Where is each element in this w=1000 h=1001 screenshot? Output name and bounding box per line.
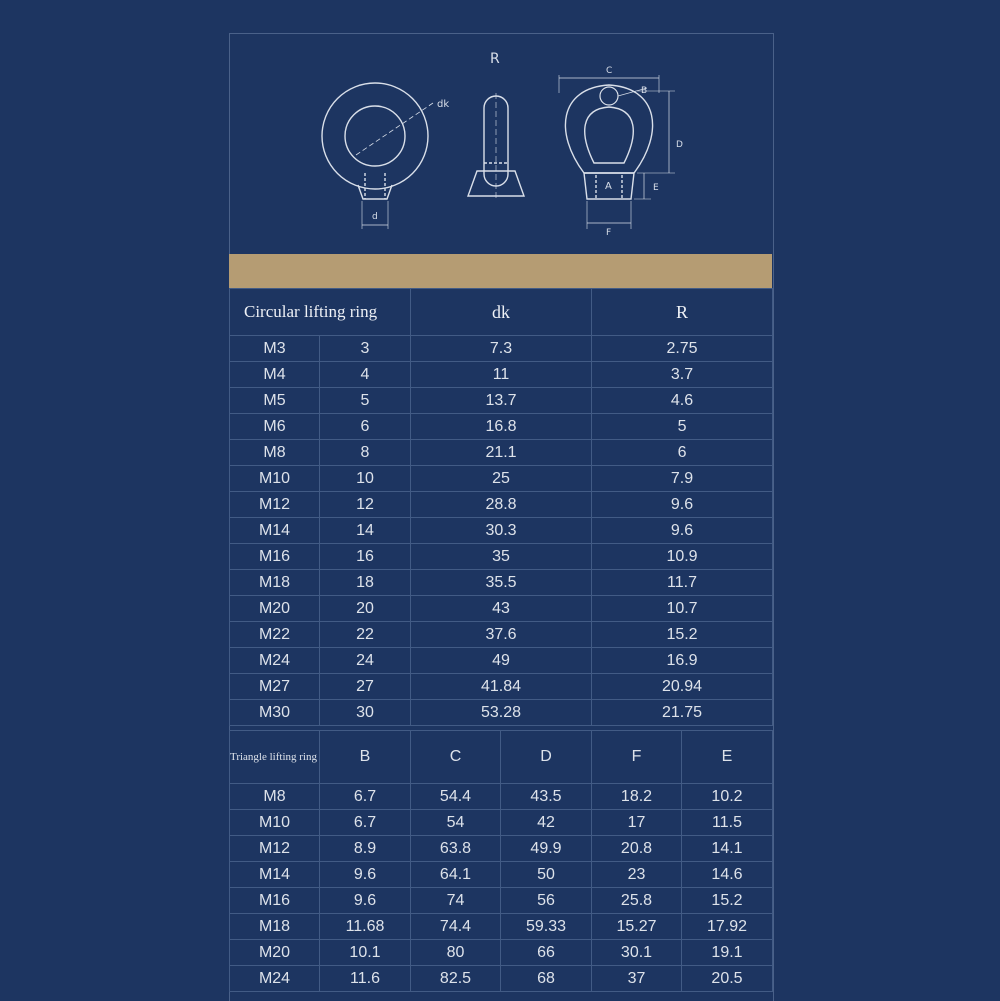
table-row	[230, 362, 773, 388]
table-row	[230, 388, 773, 414]
r-cell: 20.94	[592, 674, 773, 700]
f-cell: 15.27	[592, 914, 682, 940]
e-cell: 17.92	[682, 914, 773, 940]
label-b: B	[641, 86, 648, 96]
table-row	[230, 570, 773, 596]
b-cell: 6.7	[320, 784, 411, 810]
size-cell: M5	[230, 388, 320, 414]
d-cell: 56	[501, 888, 592, 914]
e-cell: 14.6	[682, 862, 773, 888]
dk-cell: 16.8	[411, 414, 592, 440]
label-c: C	[606, 66, 613, 76]
size-cell: M14	[230, 518, 320, 544]
d-cell: 50	[501, 862, 592, 888]
b-cell: 11.6	[320, 966, 411, 992]
size-cell: M20	[230, 940, 320, 966]
table-row	[230, 836, 773, 862]
dk-cell: 41.84	[411, 674, 592, 700]
table-row	[230, 966, 773, 992]
dk-cell: 11	[411, 362, 592, 388]
size-cell: M24	[230, 648, 320, 674]
size-cell: M24	[230, 966, 320, 992]
dk-cell: 21.1	[411, 440, 592, 466]
thread-cell: 4	[320, 362, 411, 388]
label-f: F	[606, 228, 612, 238]
table-row	[230, 888, 773, 914]
table-row	[230, 784, 773, 810]
f-cell: 20.8	[592, 836, 682, 862]
e-cell: 11.5	[682, 810, 773, 836]
size-cell: M22	[230, 622, 320, 648]
circular-ring-side-drawing	[468, 93, 524, 199]
r-cell: 5	[592, 414, 773, 440]
size-cell: M14	[230, 862, 320, 888]
thread-cell: 3	[320, 336, 411, 362]
r-cell: 15.2	[592, 622, 773, 648]
header-circular-lifting-ring: Circular lifting ring	[230, 289, 411, 336]
dk-cell: 43	[411, 596, 592, 622]
circular-table-header	[230, 289, 773, 336]
r-cell: 10.9	[592, 544, 773, 570]
thread-cell: 24	[320, 648, 411, 674]
thread-cell: 30	[320, 700, 411, 726]
triangle-ring-table	[229, 730, 773, 992]
r-cell: 9.6	[592, 492, 773, 518]
e-cell: 19.1	[682, 940, 773, 966]
label-e: E	[653, 183, 659, 193]
e-cell: 15.2	[682, 888, 773, 914]
label-a: A	[605, 181, 612, 192]
header-dk: dk	[411, 289, 592, 336]
circular-ring-table	[229, 288, 773, 726]
r-cell: 16.9	[592, 648, 773, 674]
table-row	[230, 336, 773, 362]
dk-cell: 35.5	[411, 570, 592, 596]
table-row	[230, 622, 773, 648]
label-d: d	[372, 212, 378, 222]
lifting-ring-diagram	[229, 33, 772, 251]
size-cell: M8	[230, 784, 320, 810]
e-cell: 10.2	[682, 784, 773, 810]
c-cell: 54	[411, 810, 501, 836]
thread-cell: 14	[320, 518, 411, 544]
table-row	[230, 544, 773, 570]
circular-ring-front-drawing	[322, 83, 433, 229]
c-cell: 74.4	[411, 914, 501, 940]
header-c: C	[411, 731, 501, 784]
r-cell: 7.9	[592, 466, 773, 492]
thread-cell: 20	[320, 596, 411, 622]
thread-cell: 22	[320, 622, 411, 648]
r-cell: 4.6	[592, 388, 773, 414]
e-cell: 20.5	[682, 966, 773, 992]
size-cell: M16	[230, 544, 320, 570]
label-d-height: D	[676, 140, 683, 150]
size-cell: M6	[230, 414, 320, 440]
thread-cell: 8	[320, 440, 411, 466]
table-row	[230, 914, 773, 940]
table-row	[230, 700, 773, 726]
size-cell: M8	[230, 440, 320, 466]
r-cell: 2.75	[592, 336, 773, 362]
table-row	[230, 862, 773, 888]
size-cell: M3	[230, 336, 320, 362]
c-cell: 82.5	[411, 966, 501, 992]
f-cell: 23	[592, 862, 682, 888]
b-cell: 9.6	[320, 862, 411, 888]
d-cell: 68	[501, 966, 592, 992]
d-cell: 49.9	[501, 836, 592, 862]
size-cell: M12	[230, 492, 320, 518]
triangle-table-header	[230, 731, 773, 784]
dk-cell: 53.28	[411, 700, 592, 726]
dk-cell: 13.7	[411, 388, 592, 414]
label-r: R	[490, 51, 500, 67]
size-cell: M27	[230, 674, 320, 700]
f-cell: 18.2	[592, 784, 682, 810]
header-r: R	[592, 289, 773, 336]
c-cell: 64.1	[411, 862, 501, 888]
b-cell: 11.68	[320, 914, 411, 940]
r-cell: 9.6	[592, 518, 773, 544]
size-cell: M18	[230, 570, 320, 596]
size-cell: M18	[230, 914, 320, 940]
d-cell: 59.33	[501, 914, 592, 940]
f-cell: 30.1	[592, 940, 682, 966]
header-b: B	[320, 731, 411, 784]
dk-cell: 35	[411, 544, 592, 570]
dk-cell: 37.6	[411, 622, 592, 648]
table-row	[230, 648, 773, 674]
c-cell: 80	[411, 940, 501, 966]
dk-cell: 28.8	[411, 492, 592, 518]
size-cell: M20	[230, 596, 320, 622]
thread-cell: 6	[320, 414, 411, 440]
thread-cell: 10	[320, 466, 411, 492]
header-f: F	[592, 731, 682, 784]
dk-cell: 30.3	[411, 518, 592, 544]
size-cell: M10	[230, 810, 320, 836]
e-cell: 14.1	[682, 836, 773, 862]
table-row	[230, 466, 773, 492]
b-cell: 10.1	[320, 940, 411, 966]
size-cell: M10	[230, 466, 320, 492]
dk-cell: 25	[411, 466, 592, 492]
size-cell: M16	[230, 888, 320, 914]
triangle-ring-drawing	[559, 75, 675, 229]
d-cell: 43.5	[501, 784, 592, 810]
table-row	[230, 674, 773, 700]
r-cell: 3.7	[592, 362, 773, 388]
r-cell: 6	[592, 440, 773, 466]
dk-cell: 7.3	[411, 336, 592, 362]
thread-cell: 18	[320, 570, 411, 596]
f-cell: 17	[592, 810, 682, 836]
c-cell: 63.8	[411, 836, 501, 862]
b-cell: 8.9	[320, 836, 411, 862]
size-cell: M4	[230, 362, 320, 388]
f-cell: 37	[592, 966, 682, 992]
label-dk: dk	[437, 99, 450, 110]
section-divider-bar	[229, 254, 772, 288]
table-row	[230, 596, 773, 622]
header-d: D	[501, 731, 592, 784]
r-cell: 11.7	[592, 570, 773, 596]
table-row	[230, 440, 773, 466]
table-row	[230, 518, 773, 544]
thread-cell: 27	[320, 674, 411, 700]
d-cell: 66	[501, 940, 592, 966]
header-e: E	[682, 731, 773, 784]
size-cell: M12	[230, 836, 320, 862]
table-row	[230, 414, 773, 440]
table-row	[230, 492, 773, 518]
c-cell: 74	[411, 888, 501, 914]
b-cell: 6.7	[320, 810, 411, 836]
f-cell: 25.8	[592, 888, 682, 914]
table-row	[230, 810, 773, 836]
r-cell: 10.7	[592, 596, 773, 622]
thread-cell: 5	[320, 388, 411, 414]
b-cell: 9.6	[320, 888, 411, 914]
thread-cell: 16	[320, 544, 411, 570]
r-cell: 21.75	[592, 700, 773, 726]
c-cell: 54.4	[411, 784, 501, 810]
d-cell: 42	[501, 810, 592, 836]
size-cell: M30	[230, 700, 320, 726]
dk-cell: 49	[411, 648, 592, 674]
thread-cell: 12	[320, 492, 411, 518]
header-triangle-lifting-ring: Triangle lifting ring	[230, 731, 320, 784]
table-row	[230, 940, 773, 966]
